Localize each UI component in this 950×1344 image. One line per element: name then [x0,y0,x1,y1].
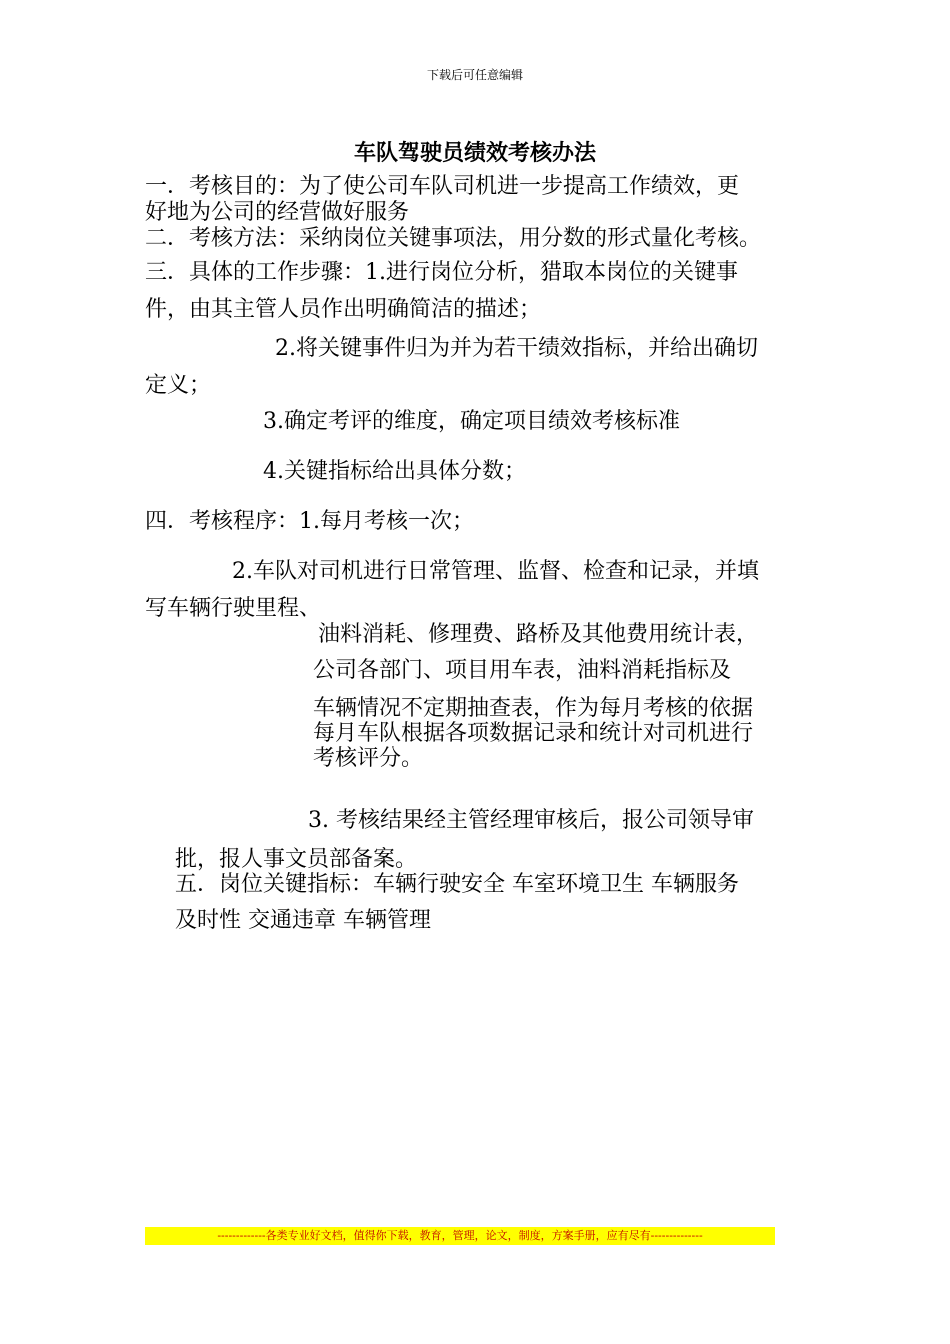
text-line: 2.车队对司机进行日常管理、监督、检查和记录，并填 [232,559,759,584]
text-line: 2.将关键事件归为并为若干绩效指标，并给出确切 [275,336,758,361]
text-line: 车辆情况不定期抽查表，作为每月考核的依据 [313,696,754,721]
text-line: 好地为公司的经营做好服务 [145,200,410,225]
document-title: 车队驾驶员绩效考核办法 [353,140,596,166]
text-line: 公司各部门、项目用车表，油料消耗指标及 [313,658,732,683]
text-line: 五．岗位关键指标：车辆行驶安全 车室环境卫生 车辆服务 [175,872,739,897]
header-note: 下载后可任意编辑 [426,68,523,82]
text-line: 一．考核目的：为了使公司车队司机进一步提高工作绩效，更 [145,174,740,199]
text-line: 写车辆行驶里程、 [145,596,322,621]
text-line: 四．考核程序：1.每月考核一次； [145,509,474,534]
text-line: 油料消耗、修理费、路桥及其他费用统计表， [318,622,759,647]
text-line: 定义； [145,373,212,398]
text-line: 3.确定考评的维度，确定项目绩效考核标准 [263,409,680,434]
text-line: 考核评分。 [313,746,424,771]
footer-banner: -------------各类专业好文档，值得你下载，教育，管理，论文，制度，方案手册，应有尽有-------------- [145,1227,775,1245]
text-line: 及时性 交通违章 车辆管理 [175,908,431,933]
text-line: 二．考核方法：采纳岗位关键事项法，用分数的形式量化考核。 [145,226,762,251]
text-line: 4.关键指标给出具体分数； [263,459,526,484]
text-line: 件，由其主管人员作出明确简洁的描述； [145,297,542,322]
text-line: 三．具体的工作步骤：1.进行岗位分析，猎取本岗位的关键事 [145,260,738,285]
text-line: 每月车队根据各项数据记录和统计对司机进行 [313,721,754,746]
text-line: 批，报人事文员部备案。 [175,847,418,872]
text-line: 3. 考核结果经主管经理审核后，报公司领导审 [308,808,754,833]
